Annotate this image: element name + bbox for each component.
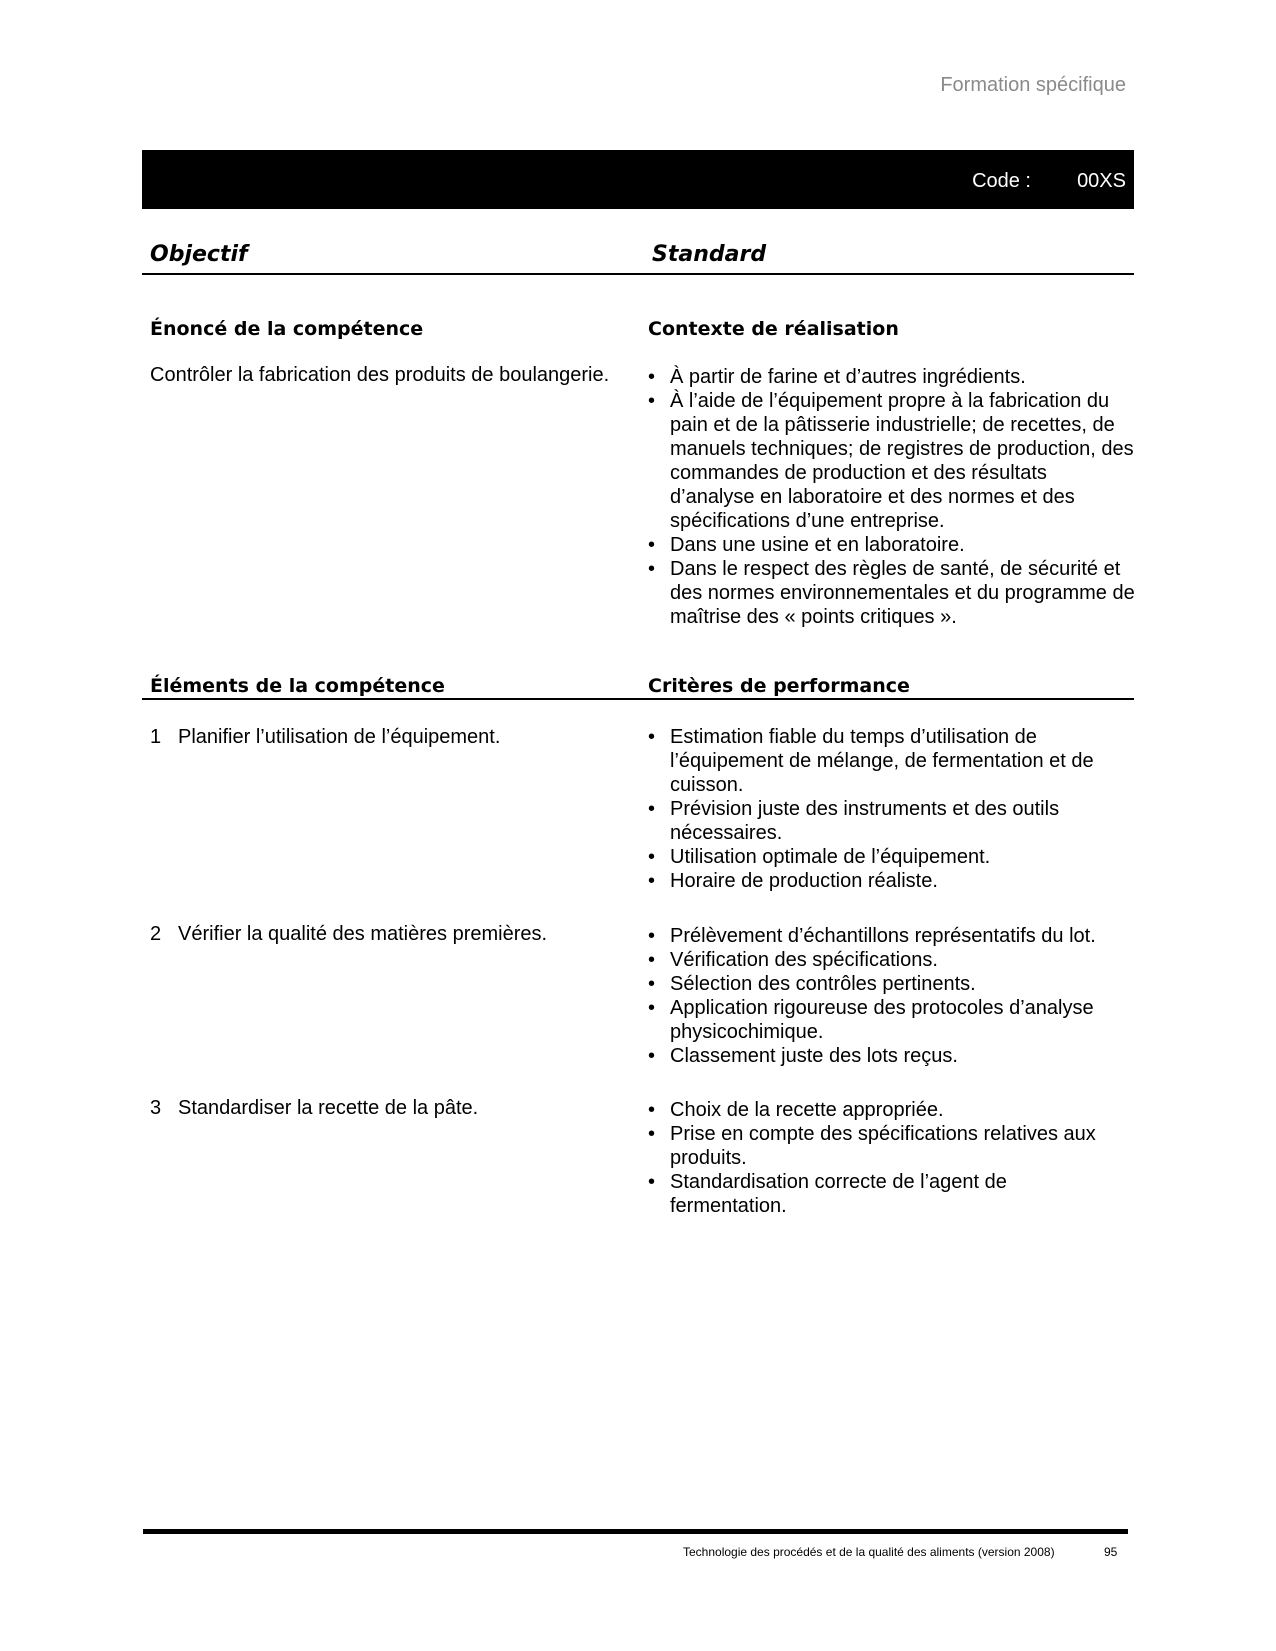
- list-item: • Standardisation correcte de l’agent de fermentation.: [648, 1171, 1007, 1217]
- list-item: • Dans une usine et en laboratoire.: [648, 534, 965, 556]
- objectif-title: Objectif: [150, 242, 248, 267]
- criteria-list-2: [646, 924, 1136, 1068]
- list-item: • Prise en compte des spécifications relatives aux produits.: [648, 1123, 1096, 1169]
- list-item: • À partir de farine et d’autres ingrédients.: [648, 366, 1026, 388]
- list-item: • Sélection des contrôles pertinents.: [648, 973, 976, 995]
- criteria-list-1: [646, 725, 1126, 893]
- element-number: 2: [150, 923, 162, 945]
- criteria-heading: Critères de performance: [648, 675, 910, 697]
- list-item: • Utilisation optimale de l’équipement.: [648, 846, 991, 868]
- element-number: 3: [150, 1097, 162, 1119]
- page-number: 95: [1104, 1545, 1118, 1559]
- criteria-list-3: [646, 1098, 1126, 1218]
- code-value: 00XS: [1077, 170, 1126, 192]
- list-item: • Dans le respect des règles de santé, de sécurité et des normes environnementales et du programme de maîtrise des « points critiques ».: [648, 558, 1135, 628]
- element-text: Planifier l’utilisation de l’équipement.: [178, 726, 501, 748]
- statement-heading: Énoncé de la compétence: [150, 318, 424, 340]
- footer-title: Technologie des procédés et de la qualité des aliments (version 2008): [683, 1545, 1055, 1559]
- standard-title: Standard: [652, 242, 767, 267]
- list-item: • À l’aide de l’équipement propre à la fabrication du pain et de la pâtisserie industrielle; de recettes, de manuels techniques; de registres de production, des commandes de production et des résultats d’analyse en laboratoire et des normes et des spécifications d’une entreprise.: [648, 390, 1134, 532]
- element-1: [150, 725, 500, 749]
- statement-text: Contrôler la fabrication des produits de boulangerie.: [150, 364, 610, 386]
- element-text: Vérifier la qualité des matières premières.: [178, 923, 548, 945]
- list-item: • Application rigoureuse des protocoles d’analyse physicochimique.: [648, 997, 1094, 1043]
- header-rule: [142, 273, 1134, 275]
- context-heading: Contexte de réalisation: [648, 318, 899, 340]
- element-2: [150, 922, 547, 946]
- list-item: • Vérification des spécifications.: [648, 949, 938, 971]
- context-list: [646, 365, 1136, 629]
- section-rule: [142, 698, 1134, 700]
- list-item: • Classement juste des lots reçus.: [648, 1045, 958, 1067]
- footer-rule: [143, 1529, 1128, 1534]
- element-number: 1: [150, 726, 162, 748]
- list-item: • Horaire de production réaliste.: [648, 870, 938, 892]
- list-item: • Estimation fiable du temps d’utilisation de l’équipement de mélange, de fermentation et de cuisson.: [648, 726, 1094, 796]
- list-item: • Choix de la recette appropriée.: [648, 1099, 944, 1121]
- elements-heading: Éléments de la compétence: [150, 675, 445, 697]
- running-head: Formation spécifique: [940, 74, 1126, 96]
- list-item: • Prévision juste des instruments et des outils nécessaires.: [648, 798, 1060, 844]
- element-3: [150, 1096, 478, 1120]
- code-bar: [142, 150, 1134, 209]
- code-label: Code :: [972, 170, 1031, 192]
- element-text: Standardiser la recette de la pâte.: [178, 1097, 479, 1119]
- list-item: • Prélèvement d’échantillons représentatifs du lot.: [648, 925, 1096, 947]
